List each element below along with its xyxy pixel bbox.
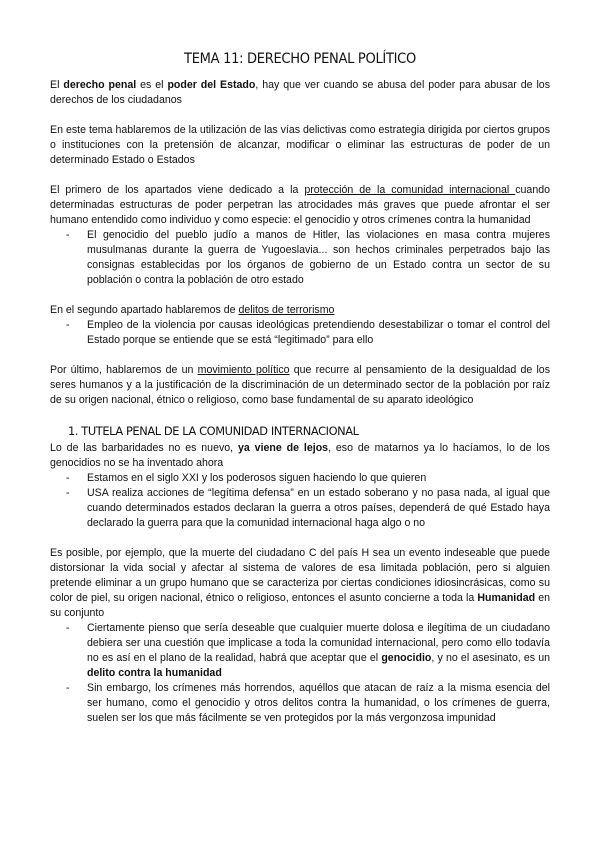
section-1-paragraph-2: [50, 546, 550, 621]
p3-text: cuando determinadas estructuras de poder perpetran las atrocidades más graves que puede afrontar el ser humano entendido como individuo y como especie: el genocidio y otros crímenes contra la humanidad: [50, 184, 550, 226]
s1-bold-genocidio: genocidio: [381, 652, 432, 664]
section-1-heading: 1. TUTELA PENAL DE LA COMUNIDAD INTERNACIONAL: [68, 424, 359, 438]
page-title: TEMA 11: DERECHO PENAL POLÍTICO: [184, 51, 416, 67]
intro-text: es el: [136, 79, 168, 91]
intro-text: El: [50, 79, 64, 91]
list-item: - USA realiza acciones de “legítima defensa” en un estado soberano y no pasa nada, al igual que cuando determinados estados declaran la guerra a otros países, dependerá de qué Estado haya declarado la guerra para que la comunidad internacional haga algo o no: [50, 486, 550, 531]
list-item: [50, 621, 550, 681]
section-1-bullet-list-2: [50, 621, 550, 726]
p3-text: El primero de los apartados viene dedicado a la: [50, 184, 305, 196]
p5-text: que recurre al pensamiento de la desigualdad de los seres humanos y a la justificación de la discriminación de un determinado sector de la población por raíz de su origen nacional, étnico o religioso, como base fundamental de su aparato ideológico: [50, 364, 550, 406]
list-item: - Estamos en el siglo XXI y los poderosos siguen haciendo lo que quieren: [50, 471, 550, 486]
paragraph-4: [50, 303, 550, 318]
paragraph-5: [50, 363, 550, 408]
paragraph-3: [50, 183, 550, 228]
intro-text: , hay que ver cuando se abusa del poder para abusar de los derechos de los ciudadanos: [50, 79, 550, 106]
intro-paragraph: [50, 78, 550, 108]
s1-text: , eso de matarnos ya lo hacíamos, lo de los genocidios no se ha inventado ahora: [50, 442, 550, 469]
p5-underlined-link[interactable]: movimiento político: [197, 364, 290, 376]
s1-text: en su conjunto: [50, 592, 550, 619]
p3-underlined-link[interactable]: protección de la comunidad internacional: [304, 184, 516, 196]
s1-text: Ciertamente pienso que sería deseable que cualquier muerte dolosa e ilegítima de un ciudadano debiera ser una cuestión que implicase a toda la comunidad internacional, pero como ello todavía no es así en el plano de la realidad, habrá que aceptar que el: [87, 622, 550, 664]
s1-bold-humanidad: Humanidad: [477, 592, 536, 604]
p5-text: Por último, hablaremos de un: [50, 364, 198, 376]
p4-text: En el segundo apartado hablaremos de: [50, 304, 239, 316]
section-1-bullet-list-1: [50, 471, 550, 531]
list-item: - Sin embargo, los crímenes más horrendos, aquéllos que atacan de raíz a la misma esencia del ser humano, como el genocidio y otros delitos contra la humanidad, o los crímenes de guerra, suelen ser los que más fácilmente se ven protegidos por la más vergonzosa impunidad: [50, 681, 550, 726]
intro-bold-derecho-penal: derecho penal: [63, 79, 137, 91]
p4-underlined-link[interactable]: delitos de terrorismo: [238, 304, 335, 316]
p4-bullet-list: [50, 318, 550, 348]
paragraph-2: En este tema hablaremos de la utilización de las vías delictivas como estrategia dirigida por ciertos grupos o instituciones con la pretensión de alcanzar, modificar o eliminar las estructuras de poder de un determinado Estado o Estados: [50, 124, 550, 166]
list-item: - Empleo de la violencia por causas ideológicas pretendiendo desestabilizar o tomar el control del Estado porque se entiende que se está “legitimado” para ello: [50, 318, 550, 348]
s1-text: , y no el asesinato, es un: [431, 652, 550, 664]
s1-text: Es posible, por ejemplo, que la muerte del ciudadano C del país H sea un evento indeseable que puede distorsionar la vida social y afectar al sistema de valores de esa limitada población, pero si alguien pretende eliminar a un grupo humano que se caracteriza por ciertas condiciones idiosincrásicas, como su color de piel, su origen nacional, étnico o religioso, entonces el asunto concierne a toda la: [50, 547, 550, 604]
s1-bold-delito: delito contra la humanidad: [87, 667, 222, 679]
s1-bold-text: ya viene de lejos: [238, 442, 329, 454]
section-1-paragraph-1: [50, 441, 550, 471]
s1-text: Lo de las barbaridades no es nuevo,: [50, 442, 238, 454]
list-item: - El genocidio del pueblo judío a manos de Hitler, las violaciones en masa contra mujeres musulmanas durante la guerra de Yugoeslavia... son hechos criminales perpetrados bajo las consignas establecidas por los órganos de gobierno de un Estado contra un sector de su población o contra la población de otro estado: [50, 228, 550, 288]
intro-bold-poder-estado: poder del Estado: [167, 79, 256, 91]
p3-bullet-list: [50, 228, 550, 288]
